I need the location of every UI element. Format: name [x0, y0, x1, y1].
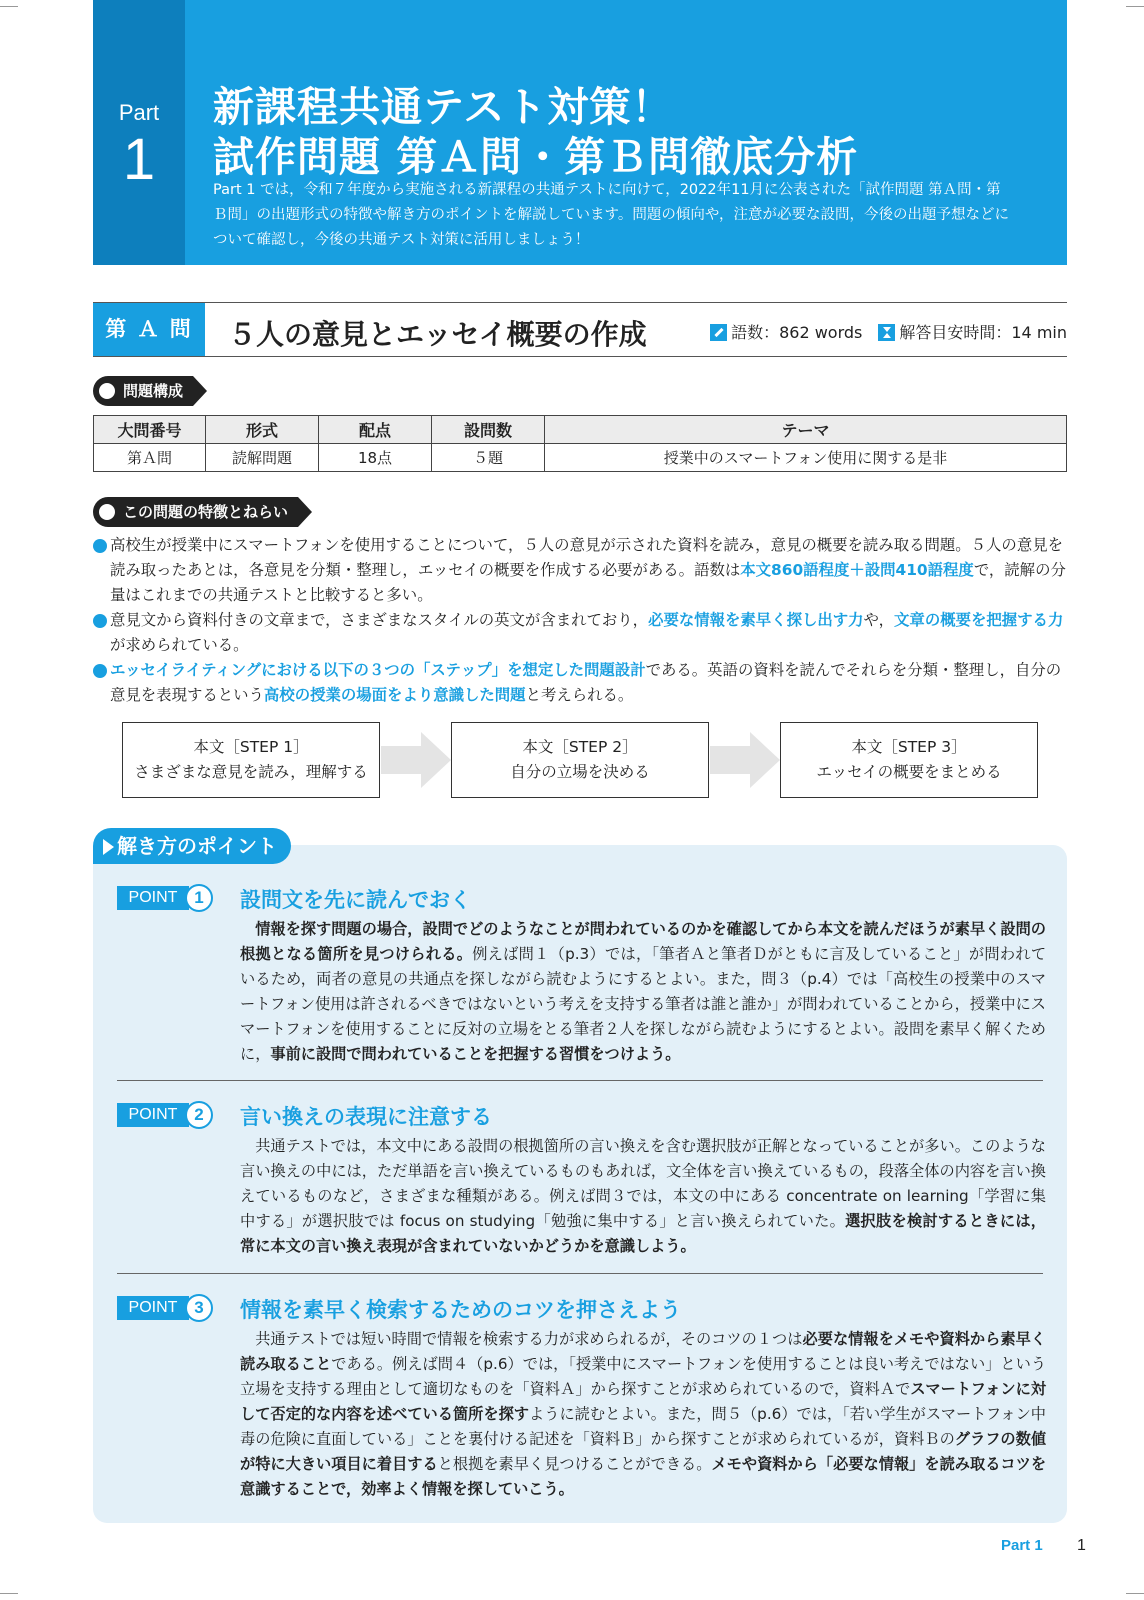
features-pill: この問題の特徴とねらい: [93, 497, 298, 527]
page-number: 1: [1077, 1537, 1086, 1554]
page-title-line2: 試作問題 第Ａ問・第Ｂ問徹底分析: [213, 133, 859, 181]
features-list: [93, 533, 1067, 708]
table-row: [94, 444, 1067, 472]
section-header: [93, 302, 1067, 357]
point-badge-1: [117, 884, 214, 912]
point-heading-3: 情報を素早く検索するためのコツを押さえよう: [240, 1298, 681, 1322]
hourglass-icon: [878, 324, 895, 341]
crop-mark: [1126, 1593, 1144, 1594]
answer-time: 解答目安時間：14 min: [899, 323, 1067, 342]
pencil-icon: [710, 324, 727, 341]
bullet-dot: [93, 614, 107, 628]
points-tab: 解き方のポイント: [93, 828, 291, 864]
point-body-1: 情報を探す問題の場合，設問でどのようなことが問われているのかを確認してから本文を読んだほうが素早く設問の根拠となる箇所を見つけられる。例えば問１（p.3）では，「筆者Ａと筆者Ｄがともに言及していること」が問われているため，両者の意見の共通点を探しながら読むようにするとよい。また，問３（p.4）では「高校生の授業中のスマートフォン使用は許されるべきではないという考えを支持する筆者は誰と誰か」が問われていることから，授業中にスマートフォンを使用することに反対の立場をとる筆者２人を探しながら読むようにするとよい。設問を素早く解くために，事前に設問で問われていることを把握する習慣をつけよう。: [240, 920, 1047, 1063]
point-badge-2: [117, 1101, 214, 1129]
point-label: POINT: [117, 886, 189, 910]
table-header: 形式: [206, 416, 319, 444]
section-label: 第 Ａ 問: [93, 303, 205, 356]
point-number: 2: [185, 1101, 213, 1129]
point-badge-3: [117, 1294, 214, 1322]
part-badge: [93, 0, 185, 265]
table-cell: 18点: [319, 444, 432, 472]
structure-pill: 問題構成: [93, 376, 193, 406]
step-desc: さまざまな意見を読み，理解する: [134, 763, 368, 781]
point-body-2: 共通テストでは，本文中にある設問の根拠箇所の言い換えを含む選択肢が正解となっていることが多い。このような言い換えの中には，ただ単語を言い換えているものもあれば，文全体を言い換えているもの，段落全体の内容を言い換えているものなど，さまざまな種類がある。例えば問３では，本文の中にある concentrate on learning「学習に集中する」が選択肢では focus on studying「勉強に集中する」と言い換えられていた。選択肢を検討するときには，常に本文の言い換え表現が含まれていないかどうかを意識しよう。: [240, 1137, 1046, 1255]
section-title: ５人の意見とエッセイ概要の作成: [228, 318, 647, 351]
step-desc: 自分の立場を決める: [510, 763, 650, 781]
point-number: 3: [185, 1294, 213, 1322]
step-title: 本文［STEP 3］: [851, 738, 967, 756]
step-title: 本文［STEP 2］: [522, 738, 638, 756]
table-cell: 第Ａ問: [94, 444, 206, 472]
table-header: 大問番号: [94, 416, 206, 444]
table-header: テーマ: [545, 416, 1067, 444]
step-box-2: [451, 722, 709, 798]
part-number: 1: [122, 127, 156, 192]
table-header: 配点: [319, 416, 432, 444]
step-title: 本文［STEP 1］: [193, 738, 309, 756]
section-meta: [710, 320, 1067, 343]
crop-mark: [0, 1593, 18, 1594]
point-body-3: 共通テストでは短い時間で情報を検索する力が求められるが，そのコツの１つは必要な情報をメモや資料から素早く読み取ることである。例えば問４（p.6）では，「授業中にスマートフォンを使用することは良い考えではない」という立場を支持する理由として適切なものを「資料Ａ」から探すことが求められているので，資料Ａでスマートフォンに対して否定的な内容を述べている箇所を探すように読むとよい。また，問５（p.6）では，「若い学生がスマートフォン中毒の危険に直面している」ことを裏付ける記述を「資料Ｂ」から探すことが求められているが，資料Ｂのグラフの数値が特に大きい項目に着目すると根拠を素早く見つけることができる。メモや資料から「必要な情報」を読み取るコツを意識することで，効率よく情報を探していこう。: [240, 1330, 1047, 1498]
page-title-line1: 新課程共通テスト対策！: [213, 83, 674, 131]
part-header: [93, 0, 1067, 265]
word-count: 語数：862 words: [731, 323, 863, 342]
point-heading-1: 設問文を先に読んでおく: [240, 888, 471, 912]
divider: [117, 1273, 1043, 1274]
feature-item: 意見文から資料付きの文章まで，さまざまなスタイルの英文が含まれており，必要な情報を素早く探し出す力や，文章の概要を把握する力が求められている。: [93, 608, 1067, 658]
table-cell: 授業中のスマートフォン使用に関する是非: [545, 444, 1067, 472]
step-desc: エッセイの概要をまとめる: [816, 763, 1002, 781]
feature-item: 高校生が授業中にスマートフォンを使用することについて，５人の意見が示された資料を読み，意見の概要を読み取る問題。５人の意見を読み取ったあとは，各意見を分類・整理し，エッセイの概要を作成する必要がある。語数は本文860語程度＋設問410語程度で，読解の分量はこれまでの共通テストと比較すると多い。: [93, 533, 1067, 608]
feature-item: エッセイライティングにおける以下の３つの「ステップ」を想定した問題設計である。英語の資料を読んでそれらを分類・整理し，自分の意見を表現するという高校の授業の場面をより意識した問題と考えられる。: [93, 658, 1067, 708]
structure-table: [93, 415, 1067, 472]
bullet-dot: [93, 539, 107, 553]
table-cell: ５題: [432, 444, 545, 472]
step-box-3: [780, 722, 1038, 798]
footer-part: Part 1: [1001, 1537, 1043, 1554]
bullet-dot: [93, 664, 107, 678]
arrow-right-icon: [381, 732, 451, 788]
point-heading-2: 言い換えの表現に注意する: [240, 1105, 492, 1129]
point-label: POINT: [117, 1103, 189, 1127]
part-word: Part: [118, 100, 160, 125]
point-number: 1: [185, 884, 213, 912]
table-cell: 読解問題: [206, 444, 319, 472]
arrow-right-icon: [710, 732, 780, 788]
step-box-1: [122, 722, 380, 798]
table-header: 設問数: [432, 416, 545, 444]
crop-mark: [1126, 6, 1144, 7]
header-description: Part 1 では，令和７年度から実施される新課程の共通テストに向けて，2022年11月に公表された「試作問題 第Ａ問・第Ｂ問」の出題形式の特徴や解き方のポイントを解説しています。問題の傾向や，注意が必要な設問，今後の出題予想などについて確認し，今後の共通テスト対策に活用しましょう！: [213, 182, 1010, 248]
crop-mark: [0, 6, 18, 7]
divider: [117, 1080, 1043, 1081]
point-label: POINT: [117, 1296, 189, 1320]
